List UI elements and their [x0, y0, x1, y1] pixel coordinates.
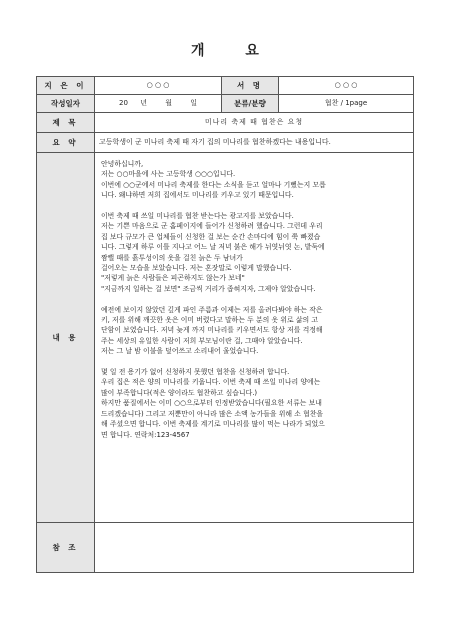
date-year-unit: 년 [140, 99, 147, 108]
content-line: 걸어오는 모습을 보았습니다. 저는 혼잣말로 이렇게 말했습니다. [101, 264, 292, 273]
content-gap [101, 201, 407, 211]
date-year: 20 [119, 99, 128, 108]
category-value[interactable]: 협찬 / 1page [279, 95, 414, 113]
content-line: 많이 부족합니다(적은 양이라도 협찬하고 싶습니다.) [101, 388, 258, 397]
content-line: 저는 ○○마을에 사는 고등학생 ○○○입니다. [101, 170, 236, 179]
content-line: 하지만 품질에서는 이미 ○○으로부터 인정받았습니다(필요한 서류는 보내 [101, 399, 322, 408]
content-gap [101, 294, 407, 304]
content-line: 우리 집은 적은 양의 미나리를 키웁니다. 이번 축제 때 쓰일 미나리 양에는 [101, 378, 321, 387]
date-value[interactable] [95, 95, 222, 113]
author-label: 지 은 이 [37, 77, 95, 95]
content-line: 짬뻘 때를 흙투성이의 옷을 걸친 늙은 두 남녀가 [101, 253, 243, 262]
content-line: 면 합니다. 연락처:123-4567 [101, 430, 190, 439]
subject-value[interactable]: 미나리 축제 때 협찬은 요청 [95, 113, 414, 133]
summary-value[interactable]: 고등학생이 군 미나리 축제 때 자기 집의 미나리를 협찬하겠다는 내용입니다. [95, 133, 414, 153]
summary-form-table [36, 76, 414, 573]
content-line: 해 주셨으면 합니다. 이번 축제를 계기로 미나리를 많이 먹는 나라가 되었으 [101, 420, 325, 429]
content-line: 단함이 보였습니다. 저녁 늦게 까지 미나리를 키우면서도 항상 저를 걱정해 [101, 326, 323, 335]
content-line: 키, 저를 위해 깨끗한 옷은 이미 버렸다고 말하는 두 분의 옷 위로 삶의 고 [101, 316, 319, 325]
content-line: 안녕하십니까, [101, 160, 144, 168]
content-label: 내 용 [37, 153, 95, 523]
sign-label: 서 명 [222, 77, 279, 95]
content-body [99, 153, 409, 446]
content-cell[interactable] [95, 153, 414, 523]
date-label: 작성일자 [37, 95, 95, 113]
content-line: 주는 세상의 유일한 사람이 저희 부모님이란 걸, 그때야 알았습니다. [101, 336, 303, 345]
summary-label: 요 약 [37, 133, 95, 153]
content-line: 집 보다 규모가 큰 업체들이 신청한 걸 보는 순간 손마디에 힘이 쭉 빠졌습 [101, 232, 321, 241]
reference-label: 참 조 [37, 523, 95, 573]
page-title: 개 요 [191, 43, 277, 59]
content-line: 드리겠습니다) 그리고 저뿐만이 아니라 많은 소액 농가들을 위해 소 협찬을 [101, 409, 324, 418]
content-line: 저는 기쁜 마음으로 군 홈페이지에 들어가 신청하려 했습니다. 그런데 우리 [101, 222, 323, 231]
content-line: 몇 일 전 용기가 없어 신청하지 못했던 협찬을 신청하려 합니다. [101, 368, 290, 377]
date-month-unit: 월 [165, 99, 172, 108]
content-line: 예전에 보이지 않았던 깊게 파인 주름과 이제는 저를 올려다봐야 하는 작은 [101, 305, 323, 314]
content-gap [101, 357, 407, 367]
date-day-unit: 일 [190, 99, 197, 108]
sign-value[interactable]: ○ ○ ○ [279, 77, 414, 95]
content-line: 니다. 그렇게 하루 이틀 지나고 어느 날 저녁 붉은 해가 뉘엿뉘엿 논, 밭둑에 [101, 243, 325, 252]
content-line: "저렇게 늙은 사람들은 피곤하지도 않는가 보네" [101, 274, 245, 283]
reference-value[interactable] [95, 523, 414, 573]
subject-label: 제 목 [37, 113, 95, 133]
content-line: 저는 그 날 밤 이불을 덮어쓰고 소리내어 울었습니다. [101, 347, 259, 356]
content-line: "지금까지 일하는 걸 보면" 조금씩 거리가 좁혀지자, 그제야 알았습니다. [101, 284, 316, 293]
content-line: 니다. 왜냐하면 저희 집에서도 미나리를 키우고 있기 때문입니다. [101, 191, 294, 200]
author-value[interactable]: ○ ○ ○ [95, 77, 222, 95]
content-line: 이번에 ○○군에서 미나리 축제를 한다는 소식을 듣고 얼마나 기뻤는지 모릅 [101, 180, 326, 189]
category-label: 분류/분량 [222, 95, 279, 113]
content-line: 이번 축제 때 쓰일 미나리를 협찬 받는다는 광고지를 보았습니다. [101, 212, 294, 221]
